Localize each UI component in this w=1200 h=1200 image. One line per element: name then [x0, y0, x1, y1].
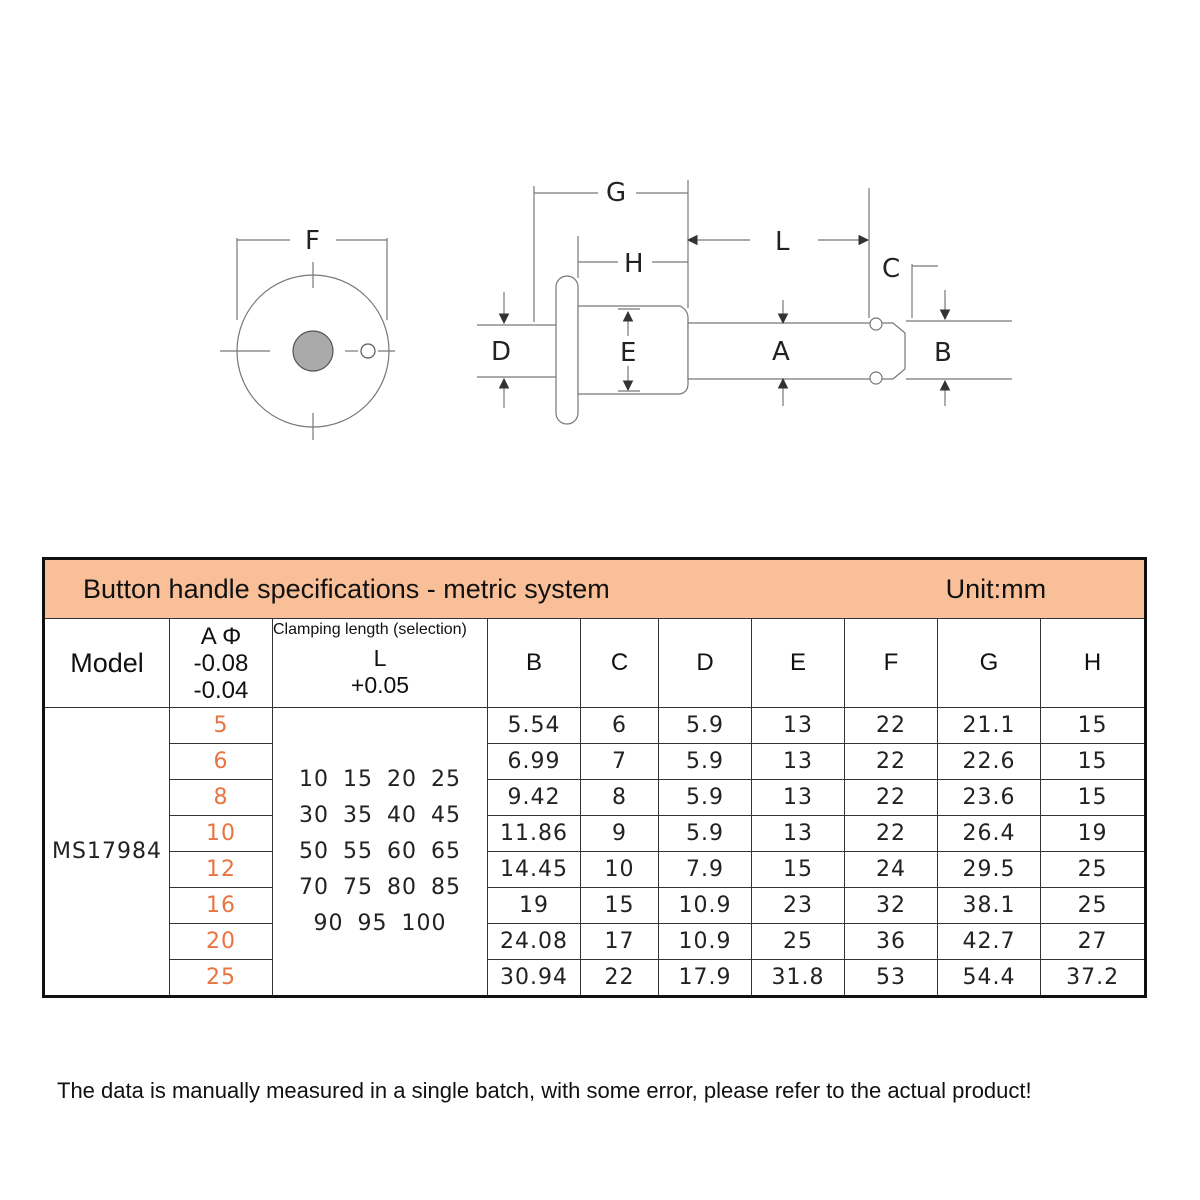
- clamping-length-value: 80: [387, 874, 417, 900]
- cell-f: 32: [845, 888, 938, 924]
- header-g: G: [938, 619, 1041, 708]
- table-row: [44, 816, 1146, 852]
- cell-d: 5.9: [659, 816, 752, 852]
- clamping-length-line: [273, 834, 487, 870]
- header-d: D: [659, 619, 752, 708]
- clamping-length-value: 10: [299, 766, 329, 792]
- cell-d: 17.9: [659, 960, 752, 997]
- cell-c: 6: [581, 708, 659, 744]
- cell-g: 26.4: [938, 816, 1041, 852]
- header-a-tol-2: -0.04: [193, 676, 249, 704]
- clamping-length-line: [273, 798, 487, 834]
- cell-e: 13: [752, 816, 845, 852]
- table-row: [44, 924, 1146, 960]
- label-G: G: [606, 178, 627, 208]
- cell-c: 22: [581, 960, 659, 997]
- header-b: B: [488, 619, 581, 708]
- label-L: L: [775, 227, 790, 257]
- header-f: F: [845, 619, 938, 708]
- clamping-length-value: 65: [431, 838, 461, 864]
- table-row: [44, 888, 1146, 924]
- cell-a: 12: [170, 852, 273, 888]
- label-F: F: [305, 226, 320, 256]
- header-a-tol-1: -0.08: [193, 649, 249, 677]
- cell-f: 22: [845, 708, 938, 744]
- cell-f: 53: [845, 960, 938, 997]
- cell-g: 21.1: [938, 708, 1041, 744]
- clamping-length-value: 15: [343, 766, 373, 792]
- pin-shaft: [688, 323, 905, 379]
- clamping-length-value: 100: [401, 910, 447, 936]
- cell-g: 42.7: [938, 924, 1041, 960]
- cell-h: 25: [1041, 888, 1146, 924]
- cell-a: 25: [170, 960, 273, 997]
- header-l-letter: L: [373, 645, 387, 671]
- header-clamp-caption: Clamping length (selection): [273, 621, 467, 638]
- cell-h: 19: [1041, 816, 1146, 852]
- cell-h: 37.2: [1041, 960, 1146, 997]
- cell-f: 22: [845, 780, 938, 816]
- ball-bottom: [870, 372, 882, 384]
- label-C: C: [882, 254, 901, 284]
- cell-d: 10.9: [659, 888, 752, 924]
- label-H: H: [624, 249, 644, 279]
- clamping-length-value: 45: [431, 802, 461, 828]
- cell-b: 24.08: [488, 924, 581, 960]
- cell-e: 13: [752, 708, 845, 744]
- header-l-tol: +0.05: [350, 672, 410, 698]
- label-A: A: [772, 337, 790, 367]
- header-l: [273, 619, 488, 708]
- header-e: E: [752, 619, 845, 708]
- clamping-length-value: 95: [357, 910, 388, 936]
- clamping-length-value: 35: [343, 802, 373, 828]
- cell-c: 10: [581, 852, 659, 888]
- cell-c: 15: [581, 888, 659, 924]
- cell-g: 29.5: [938, 852, 1041, 888]
- cell-a: 10: [170, 816, 273, 852]
- cell-g: 38.1: [938, 888, 1041, 924]
- ball-top: [870, 318, 882, 330]
- cell-f: 36: [845, 924, 938, 960]
- clamping-length-value: 75: [343, 874, 373, 900]
- clamping-length-line: [273, 870, 487, 906]
- cell-h: 27: [1041, 924, 1146, 960]
- header-model: Model: [44, 619, 170, 708]
- cell-d: 7.9: [659, 852, 752, 888]
- cell-a: 16: [170, 888, 273, 924]
- cell-h: 25: [1041, 852, 1146, 888]
- header-a-phi: A Φ: [200, 622, 242, 650]
- title-row: [44, 559, 1146, 619]
- cell-d: 10.9: [659, 924, 752, 960]
- label-E: E: [620, 338, 637, 368]
- cell-d: 5.9: [659, 744, 752, 780]
- cell-a: 8: [170, 780, 273, 816]
- cell-f: 22: [845, 816, 938, 852]
- header-c: C: [581, 619, 659, 708]
- clamping-length-line: [273, 906, 487, 942]
- cell-g: 22.6: [938, 744, 1041, 780]
- header-h: H: [1041, 619, 1146, 708]
- clamping-length-cell: [273, 708, 488, 997]
- table-row: [44, 960, 1146, 997]
- cell-c: 9: [581, 816, 659, 852]
- footnote: The data is manually measured in a single batch, with some error, please refer to the actual product!: [57, 1078, 1032, 1103]
- label-B: B: [934, 338, 952, 368]
- cell-d: 5.9: [659, 780, 752, 816]
- cell-h: 15: [1041, 708, 1146, 744]
- model-cell: MS17984: [44, 708, 170, 997]
- cell-f: 24: [845, 852, 938, 888]
- cell-e: 15: [752, 852, 845, 888]
- table-row: [44, 744, 1146, 780]
- cell-e: 13: [752, 744, 845, 780]
- clamping-length-value: 40: [387, 802, 417, 828]
- pin-hole: [293, 331, 333, 371]
- table-row: [44, 780, 1146, 816]
- clamping-length-value: 20: [387, 766, 417, 792]
- cell-e: 31.8: [752, 960, 845, 997]
- cell-c: 7: [581, 744, 659, 780]
- spec-table: [42, 557, 1147, 998]
- cell-e: 13: [752, 780, 845, 816]
- clamping-length-value: 55: [343, 838, 373, 864]
- cell-f: 22: [845, 744, 938, 780]
- cell-c: 8: [581, 780, 659, 816]
- cell-a: 20: [170, 924, 273, 960]
- technical-drawing: [0, 150, 1200, 450]
- cell-b: 9.42: [488, 780, 581, 816]
- cell-d: 5.9: [659, 708, 752, 744]
- table-title: Button handle specifications - metric system: [83, 573, 610, 604]
- cell-c: 17: [581, 924, 659, 960]
- clamping-length-value: 70: [299, 874, 329, 900]
- table-row: [44, 708, 1146, 744]
- clamping-length-value: 90: [313, 910, 344, 936]
- unit-label: Unit:mm: [945, 573, 1047, 604]
- cell-b: 14.45: [488, 852, 581, 888]
- cell-g: 54.4: [938, 960, 1041, 997]
- cell-a: 5: [170, 708, 273, 744]
- table-row: [44, 852, 1146, 888]
- clamping-length-value: 60: [387, 838, 417, 864]
- clamping-length-value: 25: [431, 766, 461, 792]
- cell-b: 30.94: [488, 960, 581, 997]
- cell-b: 11.86: [488, 816, 581, 852]
- cell-h: 15: [1041, 780, 1146, 816]
- label-D: D: [491, 337, 512, 367]
- cell-e: 25: [752, 924, 845, 960]
- header-a: [170, 619, 273, 708]
- cell-h: 15: [1041, 744, 1146, 780]
- clamping-length-value: 50: [299, 838, 329, 864]
- cell-b: 19: [488, 888, 581, 924]
- cell-b: 5.54: [488, 708, 581, 744]
- cell-a: 6: [170, 744, 273, 780]
- cell-g: 23.6: [938, 780, 1041, 816]
- clamping-length-value: 30: [299, 802, 329, 828]
- cell-b: 6.99: [488, 744, 581, 780]
- header-row: [44, 619, 1146, 708]
- clamping-length-line: [273, 762, 487, 798]
- cell-e: 23: [752, 888, 845, 924]
- clamping-length-value: 85: [431, 874, 461, 900]
- small-hole: [361, 344, 375, 358]
- handle-knob: [556, 276, 578, 424]
